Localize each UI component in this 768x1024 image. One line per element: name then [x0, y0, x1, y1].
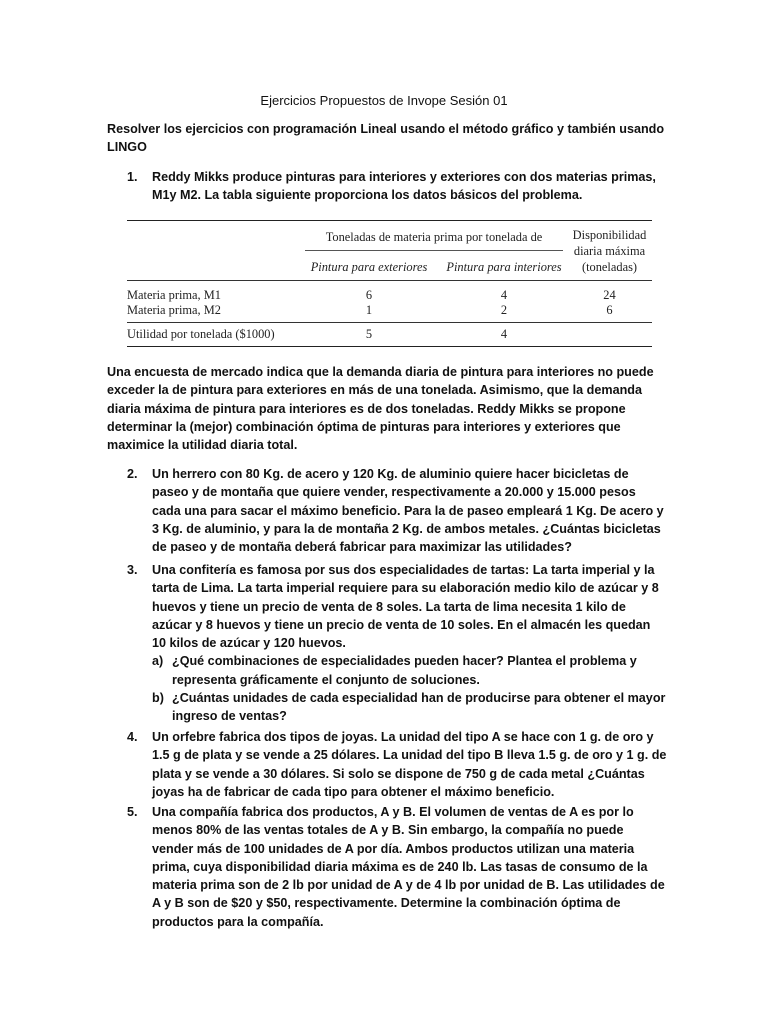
problem-text: Un orfebre fabrica dos tipos de joyas. La unidad del tipo A se hace con 1 g. de oro y 1.5 g de plata y se vende a 25 dólares. La unidad del tipo B lleva 1.5 g. de oro y 1 g. de plata y se vende a 30 dólares. Si solo se dispone de 750 g de cada metal ¿Cuántas joyas ha de fabricar de cada tipo para obtener el máximo beneficio. — [152, 730, 667, 799]
sub-letter: a) — [152, 654, 164, 669]
problem-number: 2. — [127, 467, 138, 481]
problem-3 — [127, 561, 667, 726]
problem-1-paragraph: Una encuesta de mercado indica que la demanda diaria de pintura para interiores no puede exceder la de pintura para exteriores en más de una tonelada. Asimismo, que la demanda diaria máxima de pintura para interiores es de dos toneladas. Reddy Mikks se propone determinar la (mejor) combinación óptima de pinturas para interiores y exteriores que maximice la utilidad diaria total. — [107, 365, 654, 453]
table-cell-interior: 4 — [500, 327, 508, 341]
table-bottom-rule — [127, 346, 652, 347]
table-cell-exterior: 6 — [365, 288, 373, 302]
problem-number: 1. — [127, 170, 138, 184]
problem-number: 3. — [127, 563, 138, 577]
problem-number: 5. — [127, 805, 138, 819]
problem-text: Un herrero con 80 Kg. de acero y 120 Kg. de aluminio quiere hacer bicicletas de paseo y de montaña que quiere vender, respectivamente a 20.000 y 15.000 pesos cada una para sacar el máximo beneficio. Para la de paseo empleará 1 Kg. De acero y 3 Kg. de aluminio, y para la de montaña 2 Kg. de ambos metales. ¿Cuántas bicicletas de paseo y de montaña deberá fabricar para maximizar las utilidades? — [152, 467, 664, 555]
problem-text: Una compañía fabrica dos productos, A y B. El volumen de ventas de A es por lo menos 80% de las ventas totales de A y B. Sin embargo, la compañía no puede vender más de 100 unidades de A por día. Ambos productos utilizan una materia prima, cuya disponibilidad diaria máxima es de 240 lb. Las tasas de consumo de la materia prima son de 2 lb por unidad de A y de 4 lb por unidad de B. Las utilidades de A y B son de $20 y $50, respectivamente. Determine la combinación óptima de productos para la compañía. — [152, 805, 665, 929]
problem-4 — [127, 728, 667, 801]
table-cell-interior: 4 — [500, 288, 508, 302]
table-col-avail-line3: (toneladas) — [581, 260, 638, 274]
sub-text: ¿Cuántas unidades de cada especialidad han de producirse para obtener el mayor ingreso de ventas? — [172, 691, 666, 724]
problem-text: Reddy Mikks produce pinturas para interiores y exteriores con dos materias primas, M1y M2. La tabla siguiente proporciona los datos básicos del problema. — [152, 170, 656, 203]
intro-instruction: Resolver los ejercicios con programación Lineal usando el método gráfico y también usando LINGO — [107, 122, 665, 155]
problem-1 — [127, 168, 667, 205]
table-col-avail-line2: diaria máxima — [573, 244, 646, 258]
table-header-rule — [127, 280, 652, 281]
problem-number: 4. — [127, 730, 138, 744]
sub-question-b — [152, 689, 667, 726]
document-title: Ejercicios Propuestos de Invope Sesión 01 — [260, 93, 508, 108]
table-cell-exterior: 1 — [365, 303, 373, 317]
table-cell-avail: 6 — [606, 303, 613, 317]
sub-question-a — [152, 652, 667, 689]
sub-letter: b) — [152, 691, 164, 706]
table-col-interior: Pintura para interiores — [446, 260, 562, 274]
table-cell-exterior: 5 — [365, 327, 373, 341]
table-col-avail-line1: Disponibilidad — [572, 228, 647, 242]
table-group-header: Toneladas de materia prima por tonelada de — [325, 230, 543, 244]
problem-text: Una confitería es famosa por sus dos especialidades de tartas: La tarta imperial y la tarta de Lima. La tarta imperial requiere para su elaboración medio kilo de azúcar y 8 huevos y tiene un precio de venta de 8 soles. La tarta de lima necesita 1 kilo de azúcar y 8 huevos y tiene un precio de venta de 10 soles. En el almacén les quedan 10 kilos de azúcar y 120 huevos. — [152, 563, 659, 651]
problem-2 — [127, 465, 667, 556]
table-cell-interior: 2 — [500, 303, 508, 317]
table-top-rule — [127, 220, 652, 221]
table-row-label: Materia prima, M1 — [127, 288, 221, 302]
table-group-rule — [305, 250, 563, 251]
table-mid-rule — [127, 322, 652, 323]
table-row-label: Utilidad por tonelada ($1000) — [127, 327, 275, 341]
table-row-label: Materia prima, M2 — [127, 303, 221, 317]
problem-5 — [127, 803, 667, 931]
sub-text: ¿Qué combinaciones de especialidades pueden hacer? Plantea el problema y representa gráficamente el conjunto de soluciones. — [172, 654, 637, 687]
table-col-exterior: Pintura para exteriores — [310, 260, 428, 274]
table-cell-avail: 24 — [603, 288, 616, 302]
data-table — [127, 218, 652, 348]
